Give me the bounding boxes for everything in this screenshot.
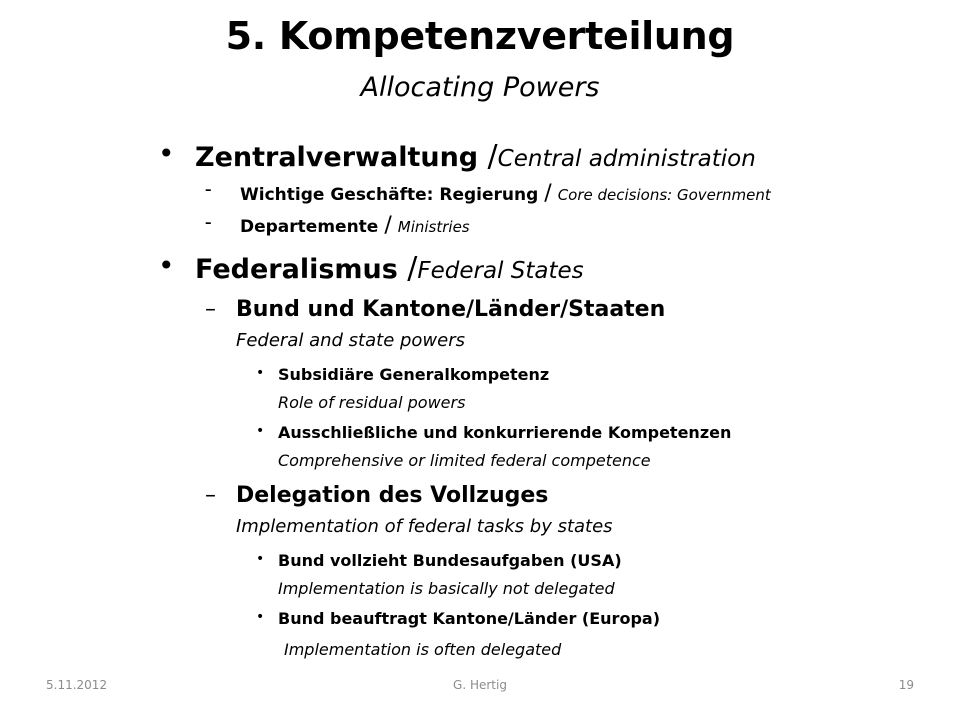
heading-zentralverwaltung: [195, 139, 756, 174]
heading-en: Federal States: [417, 258, 584, 284]
sub-bund-und-kantone: Bund und Kantone/Länder/Staaten: [236, 297, 666, 322]
dash: –: [205, 483, 216, 508]
slash: /: [384, 213, 392, 238]
dash: –: [205, 216, 212, 231]
item-wichtige-geschaefte: [240, 181, 771, 206]
footer-date: 5.11.2012: [46, 678, 108, 692]
heading-federalismus: [195, 251, 584, 286]
bullet: •: [256, 423, 265, 439]
item-de: Wichtige Geschäfte: Regierung: [240, 185, 539, 205]
slash: /: [407, 251, 418, 286]
dash: –: [205, 297, 216, 322]
item-en: Ministries: [397, 218, 470, 236]
item-departemente: [240, 213, 470, 238]
heading-en: Central administration: [497, 146, 756, 172]
point-bund-vollzieht: Bund vollzieht Bundesaufgaben (USA): [278, 551, 622, 570]
point-bund-beauftragt: Bund beauftragt Kantone/Länder (Europa): [278, 609, 660, 628]
bullet-zentralverwaltung: •: [158, 137, 175, 170]
item-en: Core decisions: Government: [557, 186, 771, 204]
item-de: Departemente: [240, 217, 379, 237]
bullet-federalismus: •: [158, 249, 175, 282]
point-ausschliessliche: Ausschließliche und konkurrierende Kompetenzen: [278, 423, 732, 442]
bullet: •: [256, 551, 265, 567]
point-subsidiaere: Subsidiäre Generalkompetenz: [278, 365, 550, 384]
heading-de: Federalismus: [195, 254, 398, 285]
sub-bund-und-kantone-en: Federal and state powers: [236, 330, 465, 351]
slash: /: [487, 139, 498, 174]
footer-page-number: 19: [898, 678, 914, 692]
slide-subtitle: Allocating Powers: [360, 72, 600, 103]
bullet: •: [256, 609, 265, 625]
dash: –: [205, 183, 212, 198]
point-bund-beauftragt-en: Implementation is often delegated: [284, 640, 562, 659]
bullet: •: [256, 365, 265, 381]
sub-delegation: Delegation des Vollzuges: [236, 483, 549, 508]
slash: /: [544, 181, 552, 206]
slide-title: 5. Kompetenzverteilung: [225, 14, 735, 58]
point-bund-vollzieht-en: Implementation is basically not delegated: [278, 579, 615, 598]
point-subsidiaere-en: Role of residual powers: [278, 393, 466, 412]
heading-de: Zentralverwaltung: [195, 142, 479, 173]
footer-author: G. Hertig: [453, 678, 507, 692]
point-ausschliessliche-en: Comprehensive or limited federal competence: [278, 451, 651, 470]
sub-delegation-en: Implementation of federal tasks by states: [236, 516, 613, 537]
